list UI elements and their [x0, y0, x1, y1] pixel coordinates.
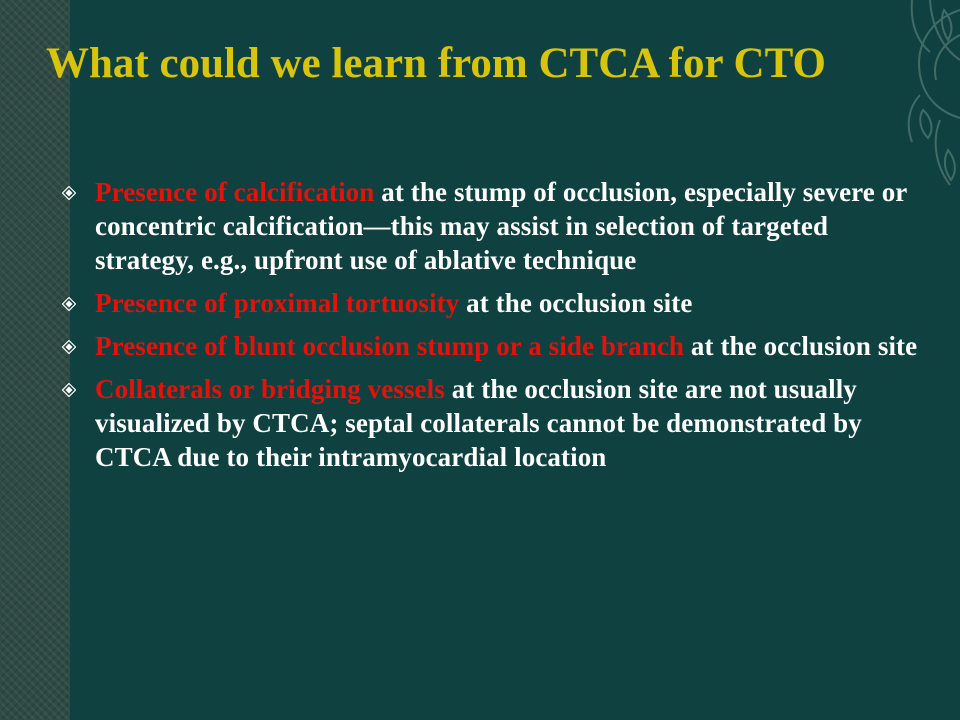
- bullet-highlight: Presence of calcification: [95, 177, 375, 207]
- floral-ornament-icon: [820, 0, 960, 200]
- bullet-list: [60, 175, 920, 483]
- bullet-highlight: Presence of proximal tortuosity: [95, 288, 460, 318]
- bullet-text: at the stump of occlusion, especially severe or concentric calcification—this may assist in selection of targeted strategy, e.g., upfront use of ablative technique: [95, 177, 907, 275]
- bullet-blunt-stump: [60, 329, 920, 363]
- diamond-bullet-icon: [62, 186, 76, 200]
- slide-title: What could we learn from CTCA for CTO: [46, 40, 826, 87]
- diamond-bullet-icon: [62, 340, 76, 354]
- bullet-tortuosity: [60, 286, 920, 320]
- bullet-text: at the occlusion site: [684, 331, 918, 361]
- bullet-text: at the occlusion site are not usually visualized by CTCA; septal collaterals cannot be demonstrated by CTCA due to their intramyocardial location: [95, 374, 862, 472]
- bullet-highlight: Collaterals or bridging vessels: [95, 374, 445, 404]
- bullet-highlight: Presence of blunt occlusion stump or a side branch: [95, 331, 685, 361]
- bullet-collaterals: [60, 372, 920, 474]
- diamond-bullet-icon: [62, 297, 76, 311]
- bullet-text: at the occlusion site: [459, 288, 693, 318]
- bullet-calcification: [60, 175, 920, 277]
- diamond-bullet-icon: [62, 383, 76, 397]
